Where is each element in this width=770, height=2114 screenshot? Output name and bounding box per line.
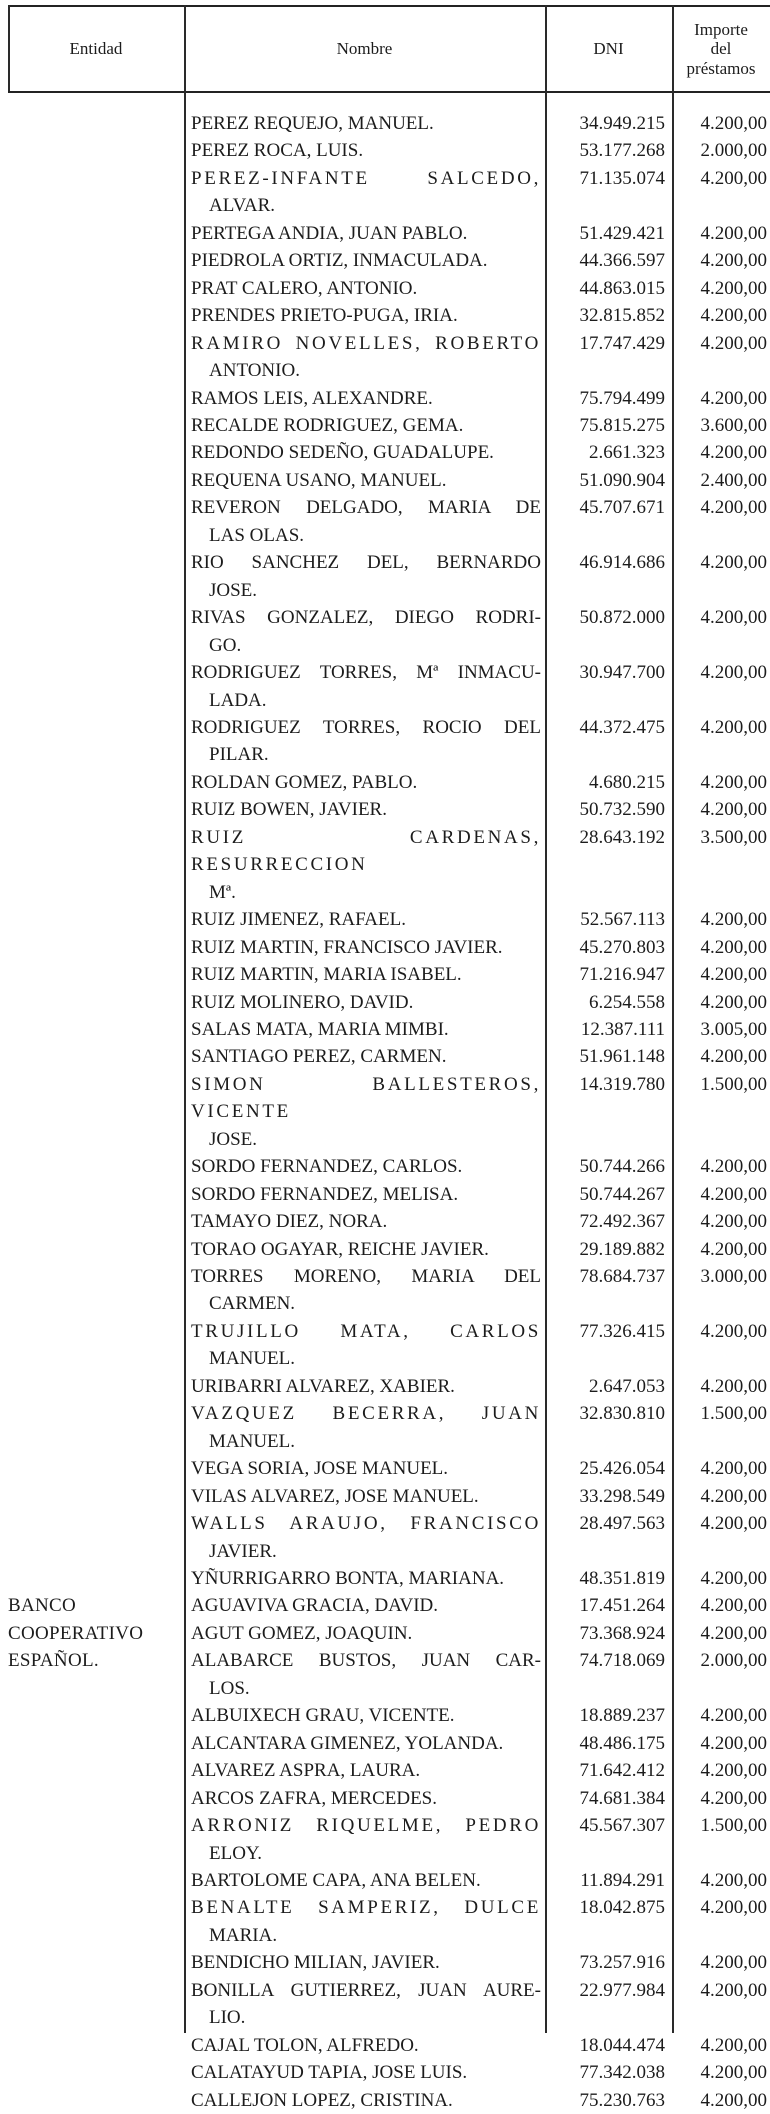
- importe-cell: 4.200,00: [700, 1513, 767, 1535]
- name-line: MANUEL.: [209, 1430, 296, 1452]
- name-cell: [184, 796, 545, 823]
- name-line: ALVAREZ ASPRA, LAURA.: [191, 1760, 421, 1782]
- table-row: [0, 1702, 770, 1729]
- name-cell: [184, 1043, 545, 1070]
- name-line: BENALTE SAMPERIZ, DULCE: [191, 1897, 541, 1919]
- importe-cell: 4.200,00: [700, 1568, 767, 1590]
- table-row: [0, 1483, 770, 1510]
- table-row: [0, 1016, 770, 1043]
- name-cell: [184, 1373, 545, 1400]
- name-cell: [184, 1510, 545, 1565]
- dni-cell: 12.387.111: [580, 1018, 665, 1040]
- name-line: AGUT GOMEZ, JOAQUIN.: [191, 1622, 413, 1644]
- dni-cell: 22.977.984: [579, 1979, 665, 2001]
- dni-cell: 2.647.053: [589, 1375, 665, 1397]
- name-cell: [184, 1592, 545, 1619]
- table-row: [0, 934, 770, 961]
- name-cell: [184, 1455, 545, 1482]
- name-line: PEREZ REQUEJO, MANUEL.: [191, 113, 434, 134]
- name-cell: [184, 1730, 545, 1757]
- name-line: ALBUIXECH GRAU, VICENTE.: [191, 1705, 455, 1727]
- name-cell: [184, 467, 545, 494]
- name-cell: [184, 1565, 545, 1592]
- dni-cell: 48.486.175: [579, 1732, 665, 1754]
- name-line: ELOY.: [209, 1842, 262, 1864]
- name-line: Mª.: [209, 881, 236, 903]
- importe-cell: 4.200,00: [700, 1375, 767, 1397]
- importe-cell: 2.000,00: [700, 140, 767, 162]
- name-line: SORDO FERNANDEZ, CARLOS.: [191, 1156, 463, 1178]
- name-cell: [184, 1236, 545, 1263]
- name-line: VILAS ALVAREZ, JOSE MANUEL.: [191, 1485, 479, 1507]
- name-line: PERTEGA ANDIA, JUAN PABLO.: [191, 222, 468, 244]
- table-row: [0, 2087, 770, 2114]
- name-cell: [184, 220, 545, 247]
- name-line: RUIZ JIMENEZ, RAFAEL.: [191, 909, 406, 931]
- name-cell: [184, 714, 545, 769]
- name-cell: [184, 1894, 545, 1949]
- name-cell: [184, 439, 545, 466]
- dni-cell: 45.567.307: [579, 1815, 665, 1837]
- table-row: [0, 714, 770, 769]
- importe-cell: 4.200,00: [700, 1485, 767, 1507]
- table-row: [0, 906, 770, 933]
- name-line: BONILLA GUTIERREZ, JUAN AURE-: [191, 1979, 541, 2001]
- dni-cell: 28.643.192: [579, 826, 665, 848]
- dni-cell: 30.947.700: [579, 662, 665, 684]
- importe-cell: 4.200,00: [700, 1897, 767, 1919]
- table-row: [0, 1620, 770, 1647]
- dni-cell: 71.135.074: [579, 167, 665, 189]
- header-cell-nombre: Nombre: [336, 39, 393, 58]
- importe-cell: 4.200,00: [700, 964, 767, 986]
- table-row: [0, 1647, 770, 1702]
- entity-cell: ESPAÑOL.: [8, 1650, 99, 1672]
- name-line: ANTONIO.: [209, 360, 300, 382]
- importe-cell: 4.200,00: [700, 1870, 767, 1891]
- table-row: [0, 1071, 770, 1153]
- table-row: [0, 769, 770, 796]
- name-line: PEREZ-INFANTE SALCEDO,: [191, 167, 541, 189]
- importe-cell: 4.200,00: [700, 771, 767, 793]
- name-line: SALAS MATA, MARIA MIMBI.: [191, 1018, 449, 1040]
- dni-cell: 78.684.737: [579, 1266, 665, 1288]
- dni-cell: 14.319.780: [579, 1073, 665, 1095]
- table-row: [0, 467, 770, 494]
- name-line: PIEDROLA ORTIZ, INMACULADA.: [191, 250, 488, 272]
- table-row: [0, 1208, 770, 1235]
- name-line: RECALDE RODRIGUEZ, GEMA.: [191, 414, 464, 436]
- name-line: RODRIGUEZ TORRES, ROCIO DEL: [191, 716, 541, 738]
- importe-cell: 2.400,00: [700, 469, 767, 491]
- dni-cell: 17.451.264: [579, 1595, 665, 1617]
- table-row: [0, 275, 770, 302]
- name-line: RAMOS LEIS, ALEXANDRE.: [191, 387, 433, 409]
- name-line: LOS.: [209, 1677, 250, 1699]
- name-line: LIO.: [209, 2007, 246, 2029]
- table-row: [0, 961, 770, 988]
- table-row: [0, 659, 770, 714]
- importe-cell: 3.005,00: [700, 1018, 767, 1040]
- dni-cell: 51.090.904: [579, 469, 665, 491]
- table-row: [0, 604, 770, 659]
- dni-cell: 50.744.267: [579, 1183, 665, 1205]
- table-row: [0, 1373, 770, 1400]
- name-cell: [184, 1263, 545, 1318]
- importe-cell: 4.200,00: [700, 1979, 767, 2001]
- name-line: AGUAVIVA GRACIA, DAVID.: [191, 1595, 439, 1617]
- table-row: [0, 1510, 770, 1565]
- dni-cell: 18.042.875: [579, 1897, 665, 1919]
- name-line: PEREZ ROCA, LUIS.: [191, 140, 364, 162]
- dni-cell: 75.230.763: [579, 2089, 665, 2111]
- name-line: RIVAS GONZALEZ, DIEGO RODRI-: [191, 607, 541, 629]
- dni-cell: 29.189.882: [579, 1238, 665, 1260]
- table-row: [0, 1400, 770, 1455]
- importe-cell: 4.200,00: [700, 1046, 767, 1068]
- dni-cell: 18.044.474: [579, 2034, 665, 2056]
- dni-cell: 75.794.499: [579, 387, 665, 409]
- dni-cell: 73.257.916: [579, 1952, 665, 1974]
- name-line: CARMEN.: [209, 1293, 296, 1315]
- importe-cell: 4.200,00: [700, 607, 767, 629]
- table-row: [0, 1949, 770, 1976]
- dni-cell: 28.497.563: [579, 1513, 665, 1535]
- importe-cell: 4.200,00: [700, 1732, 767, 1754]
- importe-cell: 4.200,00: [700, 1760, 767, 1782]
- name-cell: [184, 330, 545, 385]
- dni-cell: 17.747.429: [579, 332, 665, 354]
- dni-cell: 74.681.384: [579, 1787, 665, 1809]
- name-line: RUIZ BOWEN, JAVIER.: [191, 799, 387, 821]
- name-cell: [184, 549, 545, 604]
- name-cell: [184, 659, 545, 714]
- table-body: [0, 94, 770, 2114]
- dni-cell: 44.372.475: [579, 716, 665, 738]
- table-row: [0, 439, 770, 466]
- importe-cell: 3.500,00: [700, 826, 767, 848]
- name-cell: [184, 1071, 545, 1153]
- name-cell: [184, 1153, 545, 1180]
- name-cell: [184, 2087, 545, 2114]
- importe-cell: 4.200,00: [700, 716, 767, 738]
- name-line: RUIZ MARTIN, FRANCISCO JAVIER.: [191, 936, 503, 958]
- name-cell: [184, 1181, 545, 1208]
- importe-cell: 4.200,00: [700, 332, 767, 354]
- importe-cell: 4.200,00: [700, 936, 767, 958]
- name-cell: [184, 1757, 545, 1784]
- name-line: MARIA.: [209, 1924, 278, 1946]
- name-line: JAVIER.: [209, 1540, 277, 1562]
- entity-cell: COOPERATIVO: [8, 1622, 144, 1644]
- table-row: [0, 1867, 770, 1894]
- header-cell-entidad: Entidad: [69, 39, 123, 58]
- name-line: ALCANTARA GIMENEZ, YOLANDA.: [191, 1732, 504, 1754]
- header-cell-importe: [672, 20, 770, 79]
- name-cell: [184, 1016, 545, 1043]
- table-row: [0, 220, 770, 247]
- importe-cell: 4.200,00: [700, 1238, 767, 1260]
- importe-cell: 4.200,00: [700, 909, 767, 931]
- table-row: [0, 1977, 770, 2032]
- dni-cell: 73.368.924: [579, 1622, 665, 1644]
- importe-cell: 4.200,00: [700, 1156, 767, 1178]
- dni-cell: 75.815.275: [579, 414, 665, 436]
- name-line: REVERON DELGADO, MARIA DE: [191, 497, 541, 519]
- name-cell: [184, 989, 545, 1016]
- table-row: [0, 494, 770, 549]
- name-cell: [184, 1812, 545, 1867]
- table-row: [0, 989, 770, 1016]
- dni-cell: 77.326.415: [579, 1320, 665, 1342]
- name-cell: [184, 1867, 545, 1894]
- name-line: ALABARCE BUSTOS, JUAN CAR-: [191, 1650, 541, 1672]
- table-row: [0, 412, 770, 439]
- table-row: [0, 2059, 770, 2086]
- name-line: RIO SANCHEZ DEL, BERNARDO: [191, 552, 541, 574]
- name-line: ARRONIZ RIQUELME, PEDRO: [191, 1815, 541, 1837]
- dni-cell: 46.914.686: [579, 552, 665, 574]
- name-cell: [184, 1620, 545, 1647]
- dni-cell: 25.426.054: [579, 1458, 665, 1480]
- dni-cell: 50.744.266: [579, 1156, 665, 1178]
- importe-cell: 4.200,00: [700, 113, 767, 134]
- importe-cell: 4.200,00: [700, 167, 767, 189]
- importe-cell: 1.500,00: [700, 1815, 767, 1837]
- name-line: GO.: [209, 634, 242, 656]
- name-cell: [184, 110, 545, 137]
- name-cell: [184, 2059, 545, 2086]
- name-line: JOSE.: [209, 579, 258, 601]
- importe-cell: 4.200,00: [700, 552, 767, 574]
- dni-cell: 71.642.412: [579, 1760, 665, 1782]
- entity-cell: BANCO: [8, 1595, 77, 1617]
- name-line: BENDICHO MILIAN, JAVIER.: [191, 1952, 440, 1974]
- table-row: [0, 1565, 770, 1592]
- importe-cell: 4.200,00: [700, 799, 767, 821]
- name-line: TAMAYO DIEZ, NORA.: [191, 1211, 388, 1233]
- name-line: LAS OLAS.: [209, 524, 305, 546]
- table-row: [0, 1455, 770, 1482]
- importe-cell: 4.200,00: [700, 1595, 767, 1617]
- name-cell: [184, 769, 545, 796]
- importe-cell: 2.000,00: [700, 1650, 767, 1672]
- dni-cell: 48.351.819: [579, 1568, 665, 1590]
- header-cell-dni: DNI: [593, 39, 624, 58]
- importe-cell: 4.200,00: [700, 277, 767, 299]
- dni-cell: 72.492.367: [579, 1211, 665, 1233]
- dni-cell: 44.863.015: [579, 277, 665, 299]
- name-line: ARCOS ZAFRA, MERCEDES.: [191, 1787, 437, 1809]
- name-line: JOSE.: [209, 1128, 258, 1150]
- dni-cell: 71.216.947: [579, 964, 665, 986]
- name-line: TORAO OGAYAR, REICHE JAVIER.: [191, 1238, 489, 1260]
- name-line: MANUEL.: [209, 1348, 296, 1370]
- name-line: REDONDO SEDEÑO, GUADALUPE.: [191, 442, 494, 464]
- importe-cell: 4.200,00: [700, 2034, 767, 2056]
- importe-cell: 4.200,00: [700, 222, 767, 244]
- table-row: [0, 2032, 770, 2059]
- table-row: [0, 824, 770, 906]
- name-line: TORRES MORENO, MARIA DEL: [191, 1266, 541, 1288]
- dni-cell: 50.732.590: [579, 799, 665, 821]
- name-cell: [184, 247, 545, 274]
- table-row: [0, 165, 770, 220]
- name-line: SANTIAGO PEREZ, CARMEN.: [191, 1046, 447, 1068]
- table-row: [0, 1894, 770, 1949]
- name-line: WALLS ARAUJO, FRANCISCO: [191, 1513, 541, 1535]
- name-line: PILAR.: [209, 744, 269, 766]
- name-line: LADA.: [209, 689, 267, 711]
- name-cell: [184, 1483, 545, 1510]
- name-cell: [184, 2032, 545, 2059]
- importe-cell: 3.000,00: [700, 1266, 767, 1288]
- name-cell: [184, 412, 545, 439]
- header-importe-line: préstamos: [686, 58, 756, 78]
- importe-cell: 4.200,00: [700, 1183, 767, 1205]
- dni-cell: 51.961.148: [579, 1046, 665, 1068]
- name-line: BARTOLOME CAPA, ANA BELEN.: [191, 1870, 481, 1891]
- importe-cell: 1.500,00: [700, 1403, 767, 1425]
- header-importe-line: Importe: [694, 19, 748, 39]
- importe-cell: 4.200,00: [700, 1705, 767, 1727]
- table-row: [0, 247, 770, 274]
- table-header: [0, 7, 770, 91]
- name-line: CALATAYUD TAPIA, JOSE LUIS.: [191, 2062, 468, 2084]
- dni-cell: 51.429.421: [579, 222, 665, 244]
- table-row: [0, 1757, 770, 1784]
- name-line: URIBARRI ALVAREZ, XABIER.: [191, 1375, 455, 1397]
- name-cell: [184, 934, 545, 961]
- name-line: VAZQUEZ BECERRA, JUAN: [191, 1403, 541, 1425]
- table-row: [0, 110, 770, 137]
- importe-cell: 4.200,00: [700, 250, 767, 272]
- name-line: SORDO FERNANDEZ, MELISA.: [191, 1183, 459, 1205]
- dni-cell: 34.949.215: [579, 113, 665, 134]
- name-line: PRENDES PRIETO-PUGA, IRIA.: [191, 305, 458, 327]
- table-row: [0, 1153, 770, 1180]
- importe-cell: 1.500,00: [700, 1073, 767, 1095]
- table-row: [0, 1785, 770, 1812]
- table-row: [0, 1730, 770, 1757]
- name-line: ROLDAN GOMEZ, PABLO.: [191, 771, 418, 793]
- dni-cell: 6.254.558: [589, 991, 665, 1013]
- table-row: [0, 1236, 770, 1263]
- table-row: [0, 1318, 770, 1373]
- dni-cell: 77.342.038: [579, 2062, 665, 2084]
- importe-cell: 4.200,00: [700, 497, 767, 519]
- name-line: CAJAL TOLON, ALFREDO.: [191, 2034, 419, 2056]
- table-row: [0, 1043, 770, 1070]
- name-line: RUIZ MARTIN, MARIA ISABEL.: [191, 964, 462, 986]
- name-cell: [184, 1208, 545, 1235]
- name-cell: [184, 1400, 545, 1455]
- name-cell: [184, 302, 545, 329]
- importe-cell: 4.200,00: [700, 662, 767, 684]
- name-line: RUIZ MOLINERO, DAVID.: [191, 991, 414, 1013]
- table-row: [0, 330, 770, 385]
- name-cell: [184, 1647, 545, 1702]
- importe-cell: 3.600,00: [700, 414, 767, 436]
- table-row: [0, 137, 770, 164]
- importe-cell: 4.200,00: [700, 1787, 767, 1809]
- importe-cell: 4.200,00: [700, 1320, 767, 1342]
- dni-cell: 45.707.671: [579, 497, 665, 519]
- dni-cell: 53.177.268: [579, 140, 665, 162]
- dni-cell: 44.366.597: [579, 250, 665, 272]
- name-line: SIMON BALLESTEROS, VICENTE: [191, 1073, 541, 1123]
- importe-cell: 4.200,00: [700, 1952, 767, 1974]
- table-row: [0, 1263, 770, 1318]
- importe-cell: 4.200,00: [700, 991, 767, 1013]
- name-line: RAMIRO NOVELLES, ROBERTO: [191, 332, 541, 354]
- name-cell: [184, 906, 545, 933]
- name-cell: [184, 824, 545, 906]
- table-row: [0, 1812, 770, 1867]
- table-row: [0, 1181, 770, 1208]
- dni-cell: 2.661.323: [589, 442, 665, 464]
- name-cell: [184, 1785, 545, 1812]
- header-importe-line: del: [710, 39, 732, 59]
- name-line: YÑURRIGARRO BONTA, MARIANA.: [191, 1568, 505, 1590]
- name-line: ALVAR.: [209, 195, 275, 217]
- name-line: PRAT CALERO, ANTONIO.: [191, 277, 418, 299]
- dni-cell: 74.718.069: [579, 1650, 665, 1672]
- name-line: TRUJILLO MATA, CARLOS: [191, 1320, 541, 1342]
- name-cell: [184, 494, 545, 549]
- name-cell: [184, 1702, 545, 1729]
- importe-cell: 4.200,00: [700, 1622, 767, 1644]
- table-row: [0, 302, 770, 329]
- name-cell: [184, 275, 545, 302]
- name-cell: [184, 1977, 545, 2032]
- name-cell: [184, 165, 545, 220]
- name-cell: [184, 961, 545, 988]
- importe-cell: 4.200,00: [700, 2089, 767, 2111]
- name-line: RUIZ CARDENAS, RESURRECCION: [191, 826, 541, 876]
- importe-cell: 4.200,00: [700, 1458, 767, 1480]
- table-row: [0, 385, 770, 412]
- importe-cell: 4.200,00: [700, 1211, 767, 1233]
- name-cell: [184, 604, 545, 659]
- importe-cell: 4.200,00: [700, 2062, 767, 2084]
- name-cell: [184, 137, 545, 164]
- table-row: [0, 1592, 770, 1619]
- dni-cell: 45.270.803: [579, 936, 665, 958]
- dni-cell: 32.815.852: [579, 305, 665, 327]
- table-row: [0, 796, 770, 823]
- dni-cell: 50.872.000: [579, 607, 665, 629]
- dni-cell: 33.298.549: [579, 1485, 665, 1507]
- table-row: [0, 549, 770, 604]
- dni-cell: 52.567.113: [580, 909, 665, 931]
- name-cell: [184, 1949, 545, 1976]
- name-cell: [184, 385, 545, 412]
- name-cell: [184, 1318, 545, 1373]
- dni-cell: 4.680.215: [589, 771, 665, 793]
- name-line: VEGA SORIA, JOSE MANUEL.: [191, 1458, 449, 1480]
- dni-cell: 18.889.237: [579, 1705, 665, 1727]
- importe-cell: 4.200,00: [700, 442, 767, 464]
- importe-cell: 4.200,00: [700, 387, 767, 409]
- name-line: CALLEJON LOPEZ, CRISTINA.: [191, 2089, 453, 2111]
- importe-cell: 4.200,00: [700, 305, 767, 327]
- dni-cell: 32.830.810: [579, 1403, 665, 1425]
- dni-cell: 11.894.291: [580, 1870, 665, 1891]
- name-line: RODRIGUEZ TORRES, Mª INMACU-: [191, 662, 541, 684]
- name-line: REQUENA USANO, MANUEL.: [191, 469, 447, 491]
